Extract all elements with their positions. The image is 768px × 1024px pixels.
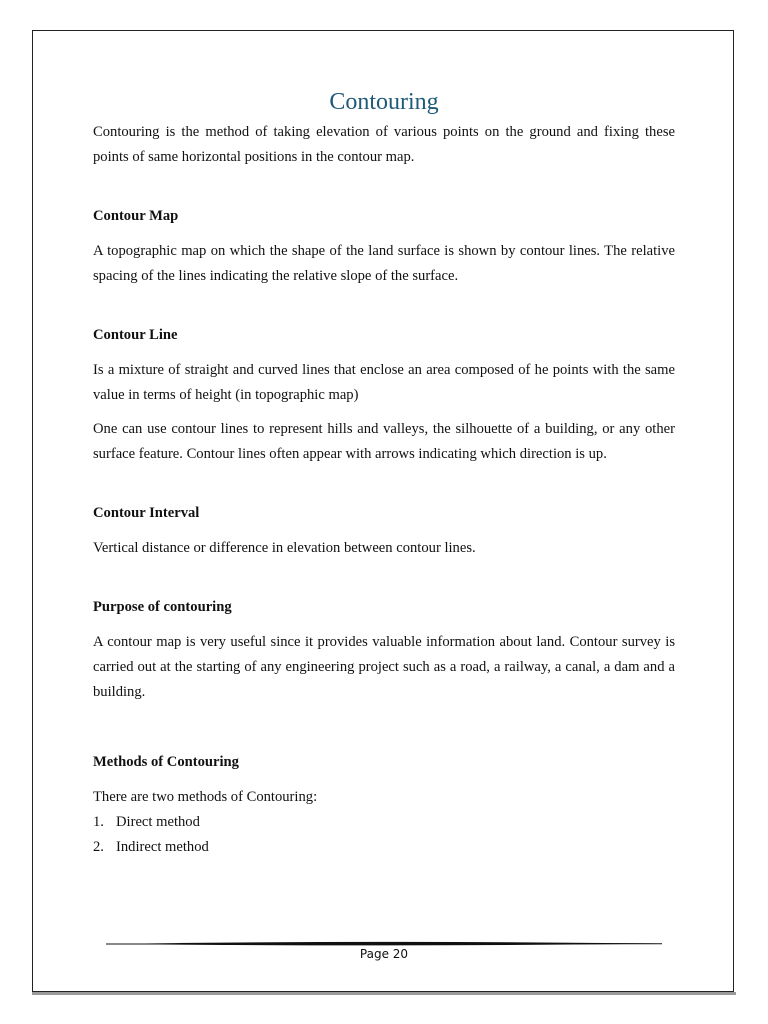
- heading-contour-line: Contour Line: [93, 327, 178, 343]
- contour-interval-paragraph: Vertical distance or difference in elevation between contour lines.: [93, 540, 476, 556]
- heading-purpose: Purpose of contouring: [93, 599, 232, 615]
- list-item: [93, 810, 675, 835]
- contour-line-paragraph-1: Is a mixture of straight and curved lines that enclose an area composed of he points with the same value in terms of height (in topographic map): [93, 362, 675, 403]
- contour-map-paragraph: A topographic map on which the shape of the land surface is shown by contour lines. The relative spacing of the lines indicating the relative slope of the surface.: [93, 243, 675, 284]
- list-item: [93, 835, 675, 860]
- heading-methods: Methods of Contouring: [93, 754, 239, 770]
- list-number: 2.: [93, 839, 104, 855]
- purpose-paragraph: A contour map is very useful since it provides valuable information about land. Contour survey is carried out at the starting of any engineering project such as a road, a railway, a canal, a dam and a building.: [93, 634, 675, 700]
- contour-line-paragraph-2: One can use contour lines to represent hills and valleys, the silhouette of a building, or any other surface feature. Contour lines often appear with arrows indicating which direction is up.: [93, 421, 675, 462]
- methods-intro: There are two methods of Contouring:: [93, 789, 318, 805]
- intro-paragraph: Contouring is the method of taking elevation of various points on the ground and fixing these points of same horizontal positions in the contour map.: [93, 124, 675, 165]
- page-title: Contouring: [329, 89, 439, 115]
- page-border-shadow: [32, 992, 736, 995]
- heading-contour-map: Contour Map: [93, 208, 179, 224]
- page-number: Page 20: [359, 947, 409, 961]
- list-number: 1.: [93, 814, 104, 830]
- list-label: Indirect method: [116, 839, 209, 855]
- heading-contour-interval: Contour Interval: [93, 505, 200, 521]
- list-label: Direct method: [116, 814, 200, 830]
- page-content: [93, 86, 675, 860]
